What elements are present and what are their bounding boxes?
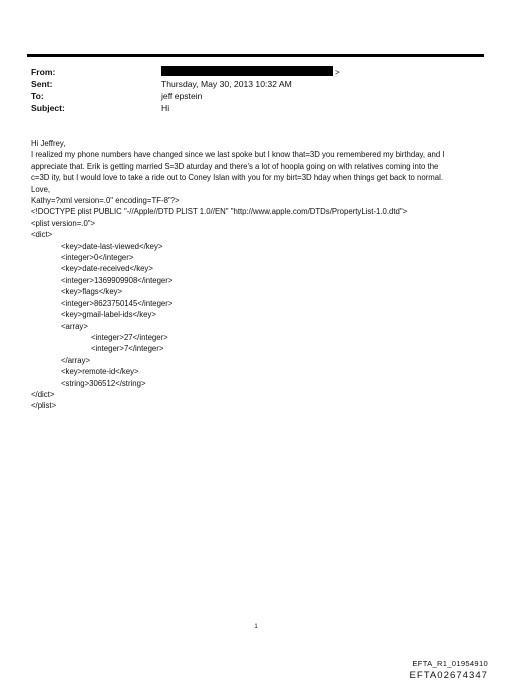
- from-label: From:: [31, 67, 56, 77]
- dict-line: </array>: [61, 355, 91, 365]
- bates-number-secondary: EFTA02674347: [409, 670, 488, 681]
- signature-line: Kathy=?xml version=.0" encoding=TF-8"?>: [31, 196, 180, 206]
- dict-close-line: </dict>: [31, 389, 55, 399]
- redaction-bar: [161, 66, 333, 76]
- doctype-line: <!DOCTYPE plist PUBLIC "-//Apple//DTD PLIST 1.0//EN" "http://www.apple.com/DTDs/PropertyList-1.0.dtd">: [31, 207, 408, 217]
- bates-number-primary: EFTA_R1_01954910: [412, 659, 488, 668]
- dict-line: <key>date-received</key>: [61, 264, 153, 274]
- subject-value: Hi: [161, 103, 170, 113]
- array-line: <integer>7</integer>: [91, 344, 164, 354]
- to-value: jeff epstein: [161, 91, 203, 101]
- plist-close-line: </plist>: [31, 401, 57, 411]
- dict-line: <array>: [61, 321, 88, 331]
- dict-line: <key>remote-id</key>: [61, 367, 139, 377]
- dict-line: <key>flags</key>: [61, 287, 123, 297]
- body-line: c=3D ity, but I would love to take a ride out to Coney Islan with you for my birt=3D hday when things get back to normal.: [31, 173, 444, 183]
- header-rule: [27, 54, 484, 57]
- dict-line: <key>date-last-viewed</key>: [61, 241, 163, 251]
- to-label: To:: [31, 91, 44, 101]
- dict-line: <integer>8623750145</integer>: [61, 298, 173, 308]
- from-suffix: >: [335, 68, 340, 77]
- dict-open-line: <dict>: [31, 230, 53, 240]
- array-line: <integer>27</integer>: [91, 332, 168, 342]
- page-number: 1: [254, 624, 258, 630]
- greeting-line: Hi Jeffrey,: [31, 139, 66, 148]
- signoff-line: Love,: [31, 184, 51, 194]
- sent-label: Sent:: [31, 79, 53, 89]
- plist-open-line: <plist version=.0">: [31, 218, 96, 228]
- dict-line: <integer>1369909908</integer>: [61, 275, 173, 285]
- dict-line: <integer>0</integer>: [61, 253, 134, 263]
- subject-label: Subject:: [31, 103, 65, 113]
- sent-value: Thursday, May 30, 2013 10:32 AM: [161, 79, 292, 89]
- email-body: [31, 138, 486, 412]
- dict-line: <string>306512</string>: [61, 378, 146, 388]
- body-line: appreciate that. Erik is getting married S=3D aturday and there's a lot of hoopla going on with relatives coming into the: [31, 161, 439, 171]
- body-line: I realized my phone numbers have changed since we last spoke but I know that=3D you remembered my birthday, and I: [31, 150, 445, 160]
- dict-line: <key>gmail-label-ids</key>: [61, 310, 156, 320]
